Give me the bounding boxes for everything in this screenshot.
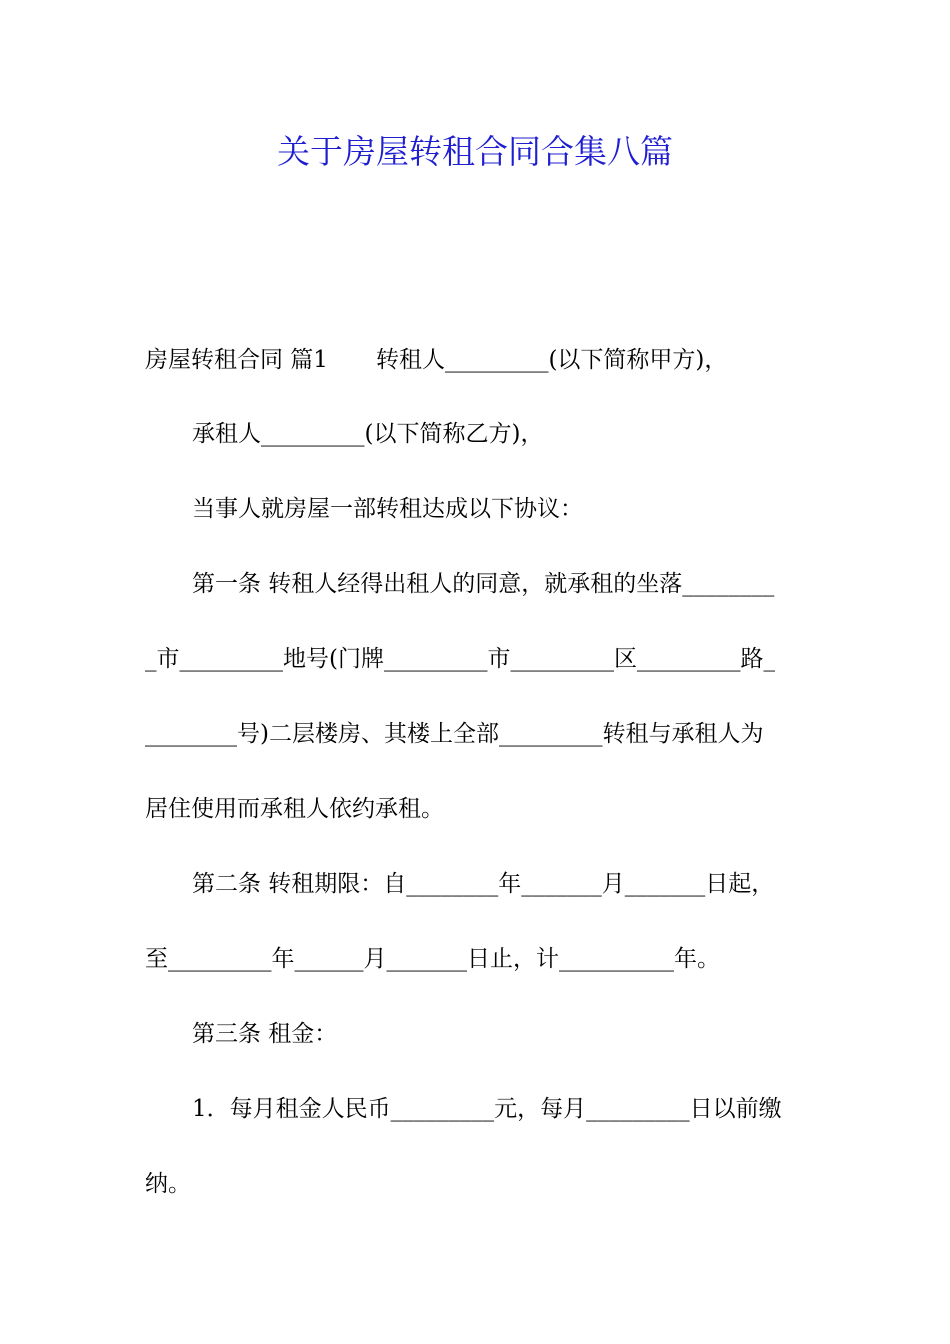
paragraph-1 (145, 342, 810, 378)
contract-heading: 房屋转租合同 篇1 (145, 347, 328, 373)
article-1-line-4: 居住使用而承租人依约承租。 (145, 796, 444, 822)
article-1-line-3: ________号)二层楼房、其楼上全部_________转租与承租人为 (145, 721, 764, 747)
document-title: 关于房屋转租合同合集八篇 (277, 132, 673, 171)
article-2-line-2: 至_________年______月_______日止，计__________年。 (145, 946, 720, 972)
article-3-heading: 第三条 租金： (192, 1021, 338, 1047)
article-1-line-2: _市_________地号(门牌_________市_________区_________路_ (145, 646, 775, 672)
rent-clause-line-1: 1．每月租金人民币_________元，每月_________日以前缴 (192, 1096, 782, 1122)
sublessor-clause: 转租人_________(以下简称甲方)， (375, 347, 728, 373)
paragraph-2: 承租人_________(以下简称乙方)， (192, 421, 544, 447)
paragraph-3: 当事人就房屋一部转租达成以下协议： (192, 496, 583, 522)
article-2-line-1: 第二条 转租期限：自________年_______月_______日起， (192, 871, 775, 897)
article-1-line-1: 第一条 转租人经得出租人的同意，就承租的坐落________ (192, 571, 775, 597)
rent-clause-line-2: 纳。 (145, 1171, 191, 1197)
